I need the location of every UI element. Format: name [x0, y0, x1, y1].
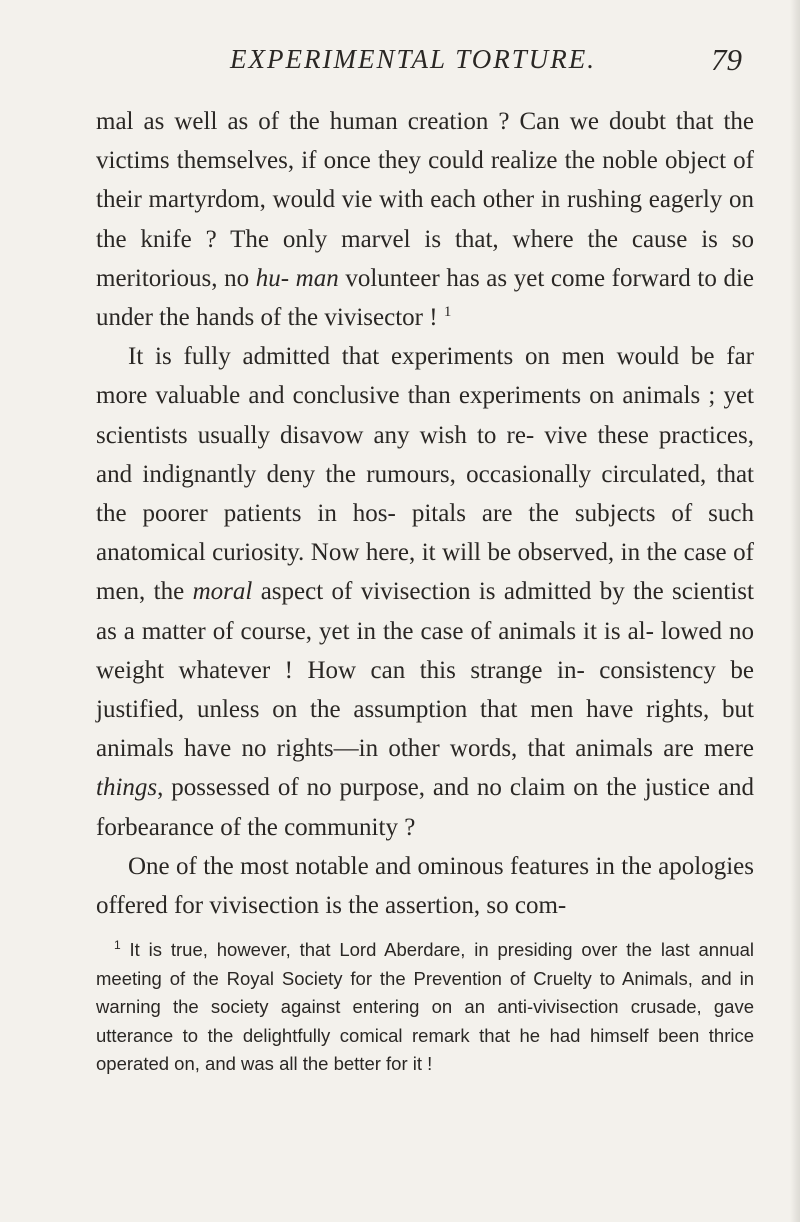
footnote-marker: 1	[114, 938, 121, 952]
page-edge-shadow	[790, 0, 800, 1222]
body-text	[96, 102, 754, 925]
footnote	[96, 936, 754, 1079]
paragraph-1	[96, 102, 754, 337]
footnote-reference: 1	[443, 304, 452, 321]
paragraph-1-text-a: mal as well as of the human creation ? Can we doubt that the victims themselves, if once they could realize the noble object of their martyrdom, would vie with each other in rushing eagerly on the knife ? The only marvel is that, where the cause is so meritorious, no	[96, 108, 754, 292]
paragraph-2-text-c: , possessed of no purpose, and no claim on the justice and forbearance of the community ?	[96, 774, 754, 841]
paragraph-2-text-a: It is fully admitted that experiments on men would be far more valuable and conclusive than experiments on animals ; yet scientists usually disavow any wish to re- vive these practices, and indignantly deny the rumours, occasionally circulated, that the poorer patients in hos- pitals are the subjects of such anatomical curiosity. Now here, it will be observed, in the case of men, the	[96, 343, 754, 606]
page-number: 79	[711, 42, 742, 77]
paragraph-3-text: One of the most notable and ominous features in the apologies offered for vivisection is the assertion, so com-	[96, 852, 754, 920]
paragraph-2-text-b: aspect of vivisection is admitted by the scientist as a matter of course, yet in the case of animals it is al- lowed no weight whatever ! How can this strange in- consistency be justified, unless on the assumption that men have rights, but animals have no rights—in other words, that animals are mere	[96, 578, 754, 763]
paragraph-2-emphasis-things: things	[96, 774, 158, 802]
paragraph-2	[96, 337, 754, 847]
running-title: EXPERIMENTAL TORTURE.	[230, 44, 596, 74]
paragraph-1-emphasis: hu- man	[255, 264, 339, 292]
paragraph-2-emphasis-moral: moral	[192, 578, 253, 606]
paragraph-3	[96, 847, 754, 925]
paragraph-1-text-b: volunteer has as yet come forward to die under the hands of the vivisector !	[96, 264, 754, 332]
footnote-text: It is true, however, that Lord Aberdare, in presiding over the last annual meeting of the Royal Society for the Prevention of Cruelty to Animals, and in warning the society against entering on an anti-vivisection crusade, gave utterance to the delightfully comical remark that he had himself been thrice operated on, and was all the better for it !	[96, 939, 755, 1075]
